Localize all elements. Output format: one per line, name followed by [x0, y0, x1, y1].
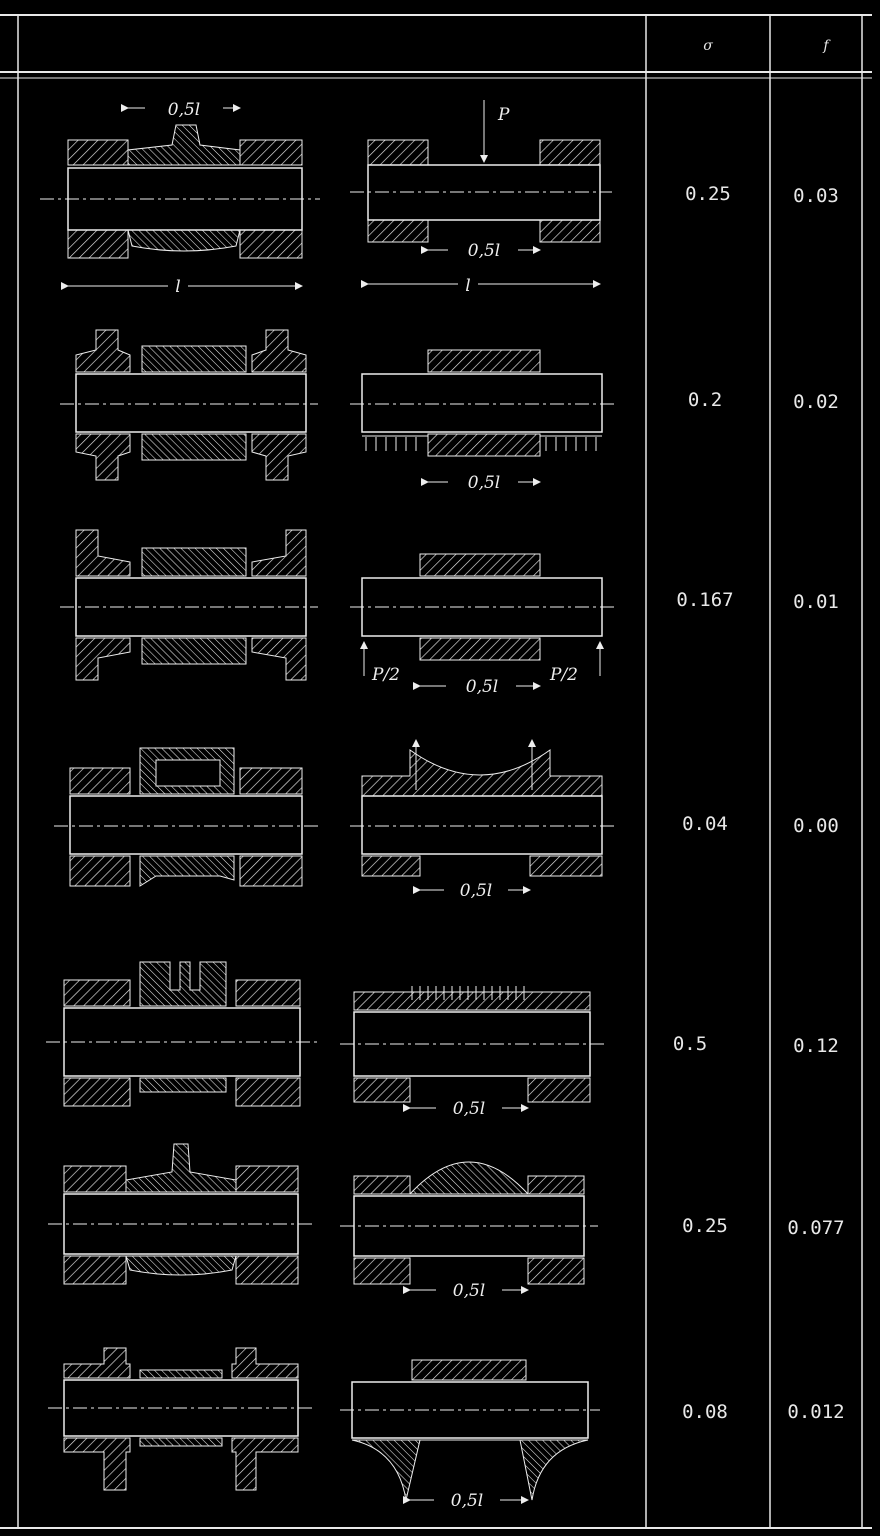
row-5-sigma: 0.5: [672, 1033, 708, 1055]
row-1-right-drawing: [350, 100, 612, 296]
row-7-sigma: 0.08: [682, 1401, 728, 1423]
row-2-right-drawing: [350, 350, 614, 493]
row-3-diagrams: [60, 530, 614, 697]
row-1-f: 0.03: [793, 185, 839, 207]
row-3-right-drawing: [350, 554, 614, 697]
row-4-left-drawing: [54, 748, 318, 886]
row-1-label-half: 0,5l: [167, 100, 201, 120]
row-2-left-drawing: [60, 330, 318, 480]
row-7-diagrams: [48, 1348, 600, 1511]
row-3-f: 0.01: [793, 591, 839, 613]
row-6-diagrams: [48, 1144, 598, 1301]
row-3-left-drawing: [60, 530, 318, 680]
row-7-label-half: 0,5l: [450, 1491, 484, 1511]
row-1-right-label-half: 0,5l: [467, 241, 501, 261]
row-4-right-drawing: [350, 740, 614, 901]
row-2-f: 0.02: [793, 391, 839, 413]
row-3-label-p2-left: P/2: [372, 665, 400, 685]
row-1-left-drawing: [40, 98, 320, 297]
row-6-f: 0.077: [787, 1217, 845, 1239]
row-4-label-half: 0,5l: [459, 881, 493, 901]
row-6-left-drawing: [48, 1144, 316, 1284]
row-2-diagrams: [60, 330, 614, 493]
row-3-label-half: 0,5l: [465, 677, 499, 697]
row-2-sigma: 0.2: [687, 389, 723, 411]
row-5-right-drawing: [340, 986, 604, 1119]
row-4-diagrams: [54, 740, 614, 901]
row-5-diagrams: [46, 962, 604, 1119]
row-3-sigma: 0.167: [676, 589, 734, 611]
header-sigma: σ: [703, 38, 713, 54]
row-1-label-l: l: [175, 277, 181, 297]
row-7-right-drawing: [340, 1360, 600, 1511]
row-3-label-p2-right: P/2: [550, 665, 578, 685]
row-7-f: 0.012: [787, 1401, 845, 1423]
row-4-sigma: 0.04: [682, 813, 728, 835]
row-6-sigma: 0.25: [682, 1215, 728, 1237]
row-5-f: 0.12: [793, 1035, 839, 1057]
row-1-diagrams: [40, 98, 612, 297]
row-6-label-half: 0,5l: [452, 1281, 486, 1301]
row-1-label-p: P: [498, 105, 510, 125]
row-7-left-drawing: [48, 1348, 316, 1490]
row-6-right-drawing: [340, 1162, 598, 1301]
row-2-label-half: 0,5l: [467, 473, 501, 493]
row-1-right-label-l: l: [465, 276, 471, 296]
header-f: f: [823, 38, 829, 54]
row-5-left-drawing: [46, 962, 318, 1106]
row-5-label-half: 0,5l: [452, 1099, 486, 1119]
row-1-sigma: 0.25: [685, 183, 731, 205]
row-4-f: 0.00: [793, 815, 839, 837]
